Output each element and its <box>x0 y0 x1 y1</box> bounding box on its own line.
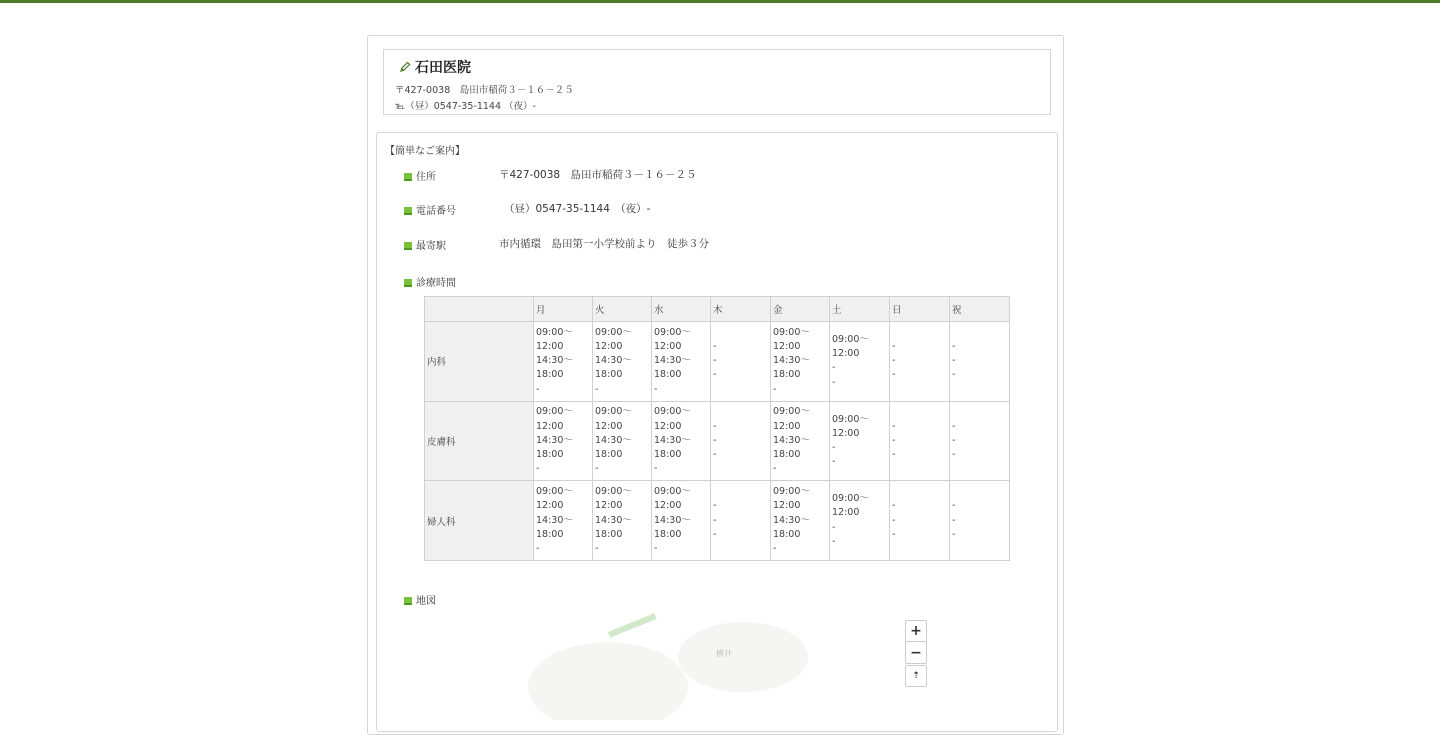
station-label-row <box>404 237 446 252</box>
table-row <box>425 481 1010 561</box>
hours-cell: - - - <box>890 322 950 402</box>
hours-cell: 09:00〜 12:00 14:30〜 18:00 - <box>652 401 711 481</box>
hours-cell: 09:00〜 12:00 - - <box>830 481 890 561</box>
hours-cell: - - - <box>950 481 1010 561</box>
hours-cell: 09:00〜 12:00 14:30〜 18:00 - <box>534 401 593 481</box>
table-row <box>425 401 1010 481</box>
green-square-icon <box>404 207 412 215</box>
map-label-row <box>404 592 436 607</box>
hours-cell: 09:00〜 12:00 14:30〜 18:00 - <box>534 322 593 402</box>
day-header: 土 <box>830 297 890 322</box>
address-value: 〒427-0038 島田市稲荷３－１６－２５ <box>499 169 697 181</box>
hours-cell: 09:00〜 12:00 14:30〜 18:00 - <box>652 322 711 402</box>
map-place-label: 横井 <box>716 649 732 658</box>
hours-cell: 09:00〜 12:00 14:30〜 18:00 - <box>771 322 830 402</box>
hours-cell: - - - <box>890 481 950 561</box>
department-cell: 婦人科 <box>425 481 534 561</box>
green-square-icon <box>404 597 412 605</box>
hours-cell: - - - <box>950 401 1010 481</box>
hours-cell: 09:00〜 12:00 14:30〜 18:00 - <box>593 322 652 402</box>
map-road <box>608 613 657 637</box>
map-area-shape <box>528 642 688 720</box>
hours-cell: 09:00〜 12:00 14:30〜 18:00 - <box>593 401 652 481</box>
station-label: 最寄駅 <box>416 241 446 252</box>
phone-label-row <box>404 202 456 217</box>
day-header: 水 <box>652 297 711 322</box>
hours-table <box>424 296 1010 561</box>
day-header: 火 <box>593 297 652 322</box>
day-header: 月 <box>534 297 593 322</box>
day-header: 祝 <box>950 297 1010 322</box>
hours-cell: - - - <box>950 322 1010 402</box>
station-value: 市内循環 島田第一小学校前より 徒歩３分 <box>499 238 709 250</box>
clinic-address: 〒427-0038 島田市稲荷３－１６－２５ <box>395 85 574 96</box>
top-accent-bar <box>0 0 1440 3</box>
hours-cell: 09:00〜 12:00 14:30〜 18:00 - <box>652 481 711 561</box>
map-area-shape <box>678 622 808 692</box>
reset-north-button[interactable]: ⇡ <box>905 665 927 687</box>
hours-label: 診療時間 <box>416 278 456 289</box>
table-header-row <box>425 297 1010 322</box>
hours-cell: - - - <box>711 401 771 481</box>
day-header: 日 <box>890 297 950 322</box>
map-label: 地図 <box>416 596 436 607</box>
department-cell: 内科 <box>425 322 534 402</box>
green-square-icon <box>404 279 412 287</box>
green-square-icon <box>404 173 412 181</box>
hours-cell: 09:00〜 12:00 14:30〜 18:00 - <box>534 481 593 561</box>
phone-label: 電話番号 <box>416 206 456 217</box>
green-square-icon <box>404 242 412 250</box>
clinic-name: 石田医院 <box>415 60 471 76</box>
department-cell: 皮膚科 <box>425 401 534 481</box>
hours-cell: 09:00〜 12:00 - - <box>830 401 890 481</box>
section-heading: 【簡単なご案内】 <box>385 146 465 157</box>
clinic-header <box>383 49 1051 115</box>
hours-cell: 09:00〜 12:00 14:30〜 18:00 - <box>593 481 652 561</box>
pencil-icon <box>399 61 411 73</box>
corner-cell <box>425 297 534 322</box>
zoom-out-button[interactable]: − <box>905 642 927 664</box>
clinic-tel: ℡（昼）0547-35-1144 （夜）- <box>395 101 536 112</box>
map-view[interactable] <box>418 612 938 720</box>
hours-cell: - - - <box>711 481 771 561</box>
hours-cell: - - - <box>711 322 771 402</box>
hours-cell: - - - <box>890 401 950 481</box>
hours-cell: 09:00〜 12:00 14:30〜 18:00 - <box>771 401 830 481</box>
map-zoom-controls <box>905 620 927 687</box>
address-label: 住所 <box>416 172 436 183</box>
hours-label-row <box>404 274 456 289</box>
day-header: 金 <box>771 297 830 322</box>
phone-value: （昼）0547-35-1144 （夜）- <box>504 203 651 215</box>
table-row <box>425 322 1010 402</box>
day-header: 木 <box>711 297 771 322</box>
zoom-in-button[interactable]: + <box>905 620 927 642</box>
clinic-title <box>399 57 471 77</box>
hours-cell: 09:00〜 12:00 14:30〜 18:00 - <box>771 481 830 561</box>
address-label-row <box>404 168 436 183</box>
hours-cell: 09:00〜 12:00 - - <box>830 322 890 402</box>
